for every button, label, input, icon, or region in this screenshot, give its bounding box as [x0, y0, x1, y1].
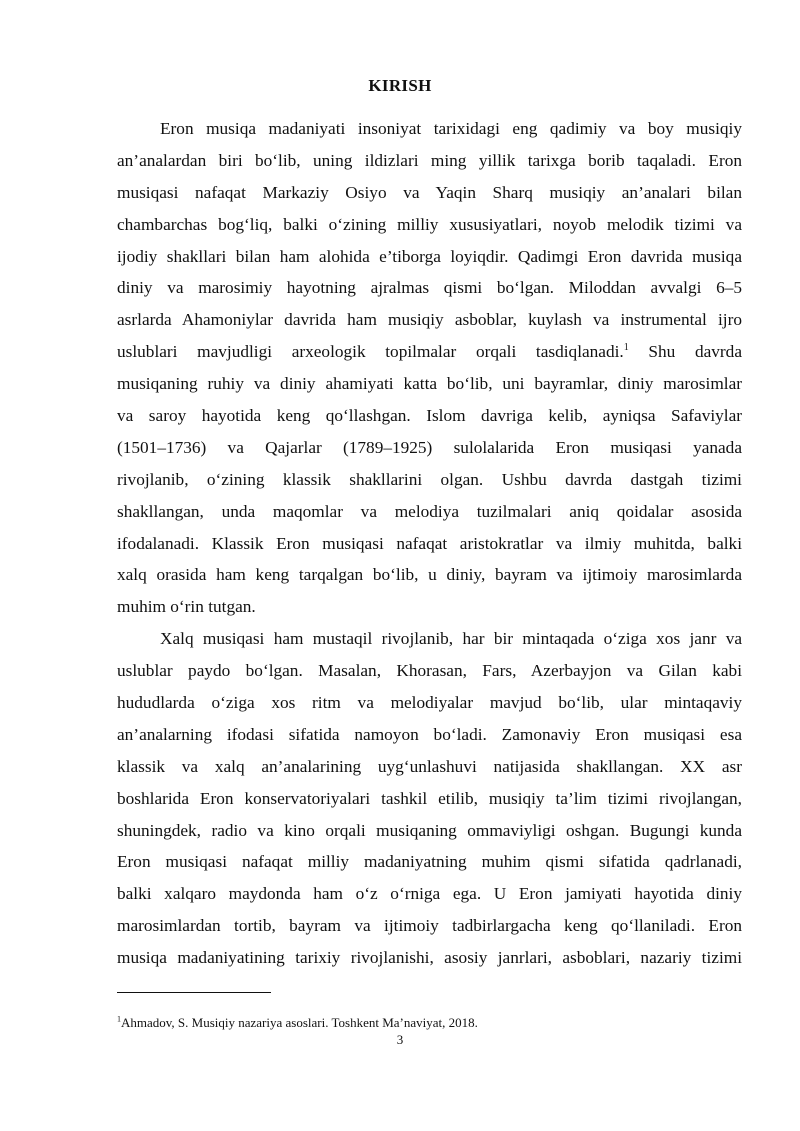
paragraph-1-line: va saroy hayotida keng qo‘llashgan. Islom davriga kelib, ayniqsa Safaviylar — [117, 406, 742, 426]
chapter-title: KIRISH — [368, 76, 432, 95]
paragraph-2-line: balki xalqaro maydonda ham o‘z o‘rniga ega. U Eron jamiyati hayotida diniy — [117, 884, 742, 904]
footnote-separator — [117, 992, 271, 993]
footnote — [117, 1015, 478, 1031]
page-number: 3 — [396, 1032, 404, 1047]
footnote-text: Ahmadov, S. Musiqiy nazariya asoslari. Toshkent Ma’naviyat, 2018. — [121, 1015, 478, 1030]
paragraph-2-line: shuningdek, radio va kino orqali musiqaning ommaviyligi oshgan. Bugungi kunda — [117, 820, 742, 840]
paragraph-1-line: xalq orasida ham keng tarqalgan bo‘lib, u diniy, bayram va ijtimoiy marosimlarda — [117, 565, 742, 585]
paragraph-1-line: Eron musiqa madaniyati insoniyat tarixidagi eng qadimiy va boy musiqiy — [160, 119, 742, 138]
paragraph-1-line: an’analardan biri bo‘lib, uning ildizlari ming yillik tarixga borib taqaladi. Eron — [117, 150, 742, 170]
paragraph-1-line: asrlarda Ahamoniylar davrida ham musiqiy asboblar, kuylash va instrumental ijro — [117, 310, 742, 330]
footnote-reference[interactable]: 1 — [623, 342, 629, 354]
paragraph-2-line: an’analarning ifodasi sifatida namoyon bo‘ladi. Zamonaviy Eron musiqasi esa — [117, 724, 742, 744]
paragraph-2-line: klassik va xalq an’analarining uyg‘unlashuvi natijasida shakllangan. XX asr — [117, 756, 742, 776]
line-text-after-footnote: Shu davrda — [648, 342, 742, 362]
paragraph-1-line: shakllangan, unda maqomlar va melodiya tuzilmalari aniq qoidalar asosida — [117, 501, 742, 521]
paragraph-1-line: muhim o‘rin tutgan. — [117, 597, 256, 617]
paragraph-2-line: hududlarda o‘ziga xos ritm va melodiyalar mavjud bo‘lib, ular mintaqaviy — [117, 693, 742, 713]
paragraph-2-line: uslublar paydo bo‘lgan. Masalan, Khorasan, Fars, Azerbayjon va Gilan kabi — [117, 661, 742, 681]
paragraph-2-line: Eron musiqasi nafaqat milliy madaniyatning muhim qismi sifatida qadrlanadi, — [117, 852, 742, 872]
paragraph-1-line: musiqaning ruhiy va diniy ahamiyati katta bo‘lib, uni bayramlar, diniy marosimlar — [117, 374, 742, 394]
paragraph-2-line: Xalq musiqasi ham mustaqil rivojlanib, har bir mintaqada o‘ziga xos janr va — [160, 629, 742, 649]
paragraph-1-line: diniy va marosimiy hayotning ajralmas qismi bo‘lgan. Miloddan avvalgi 6–5 — [117, 278, 742, 298]
paragraph-1-line: musiqasi nafaqat Markaziy Osiyo va Yaqin Sharq musiqiy an’analari bilan — [117, 182, 742, 202]
paragraph-2-line: marosimlardan tortib, bayram va ijtimoiy tadbirlargacha keng qo‘llaniladi. Eron — [117, 916, 742, 936]
paragraph-1-line: ijodiy shakllari bilan ham alohida e’tiborga loyiqdir. Qadimgi Eron davrida musiqa — [117, 246, 742, 266]
paragraph-1-line: chambarchas bog‘liq, balki o‘zining milliy xususiyatlari, noyob melodik tizimi va — [117, 214, 742, 234]
paragraph-2-line: boshlarida Eron konservatoriyalari tashkil etilib, musiqiy ta’lim tizimi rivojlangan, — [117, 788, 742, 808]
paragraph-1-line-with-footnote — [117, 336, 742, 368]
body-text — [117, 113, 742, 974]
paragraph-1-line: ifodalanadi. Klassik Eron musiqasi nafaqat aristokratlar va ilmiy muhitda, balki — [117, 533, 742, 553]
paragraph-1-line: rivojlanib, o‘zining klassik shakllarini olgan. Ushbu davrda dastgah tizimi — [117, 469, 742, 489]
line-text: uslublari mavjudligi arxeologik topilmalar orqali tasdiqlanadi. — [117, 342, 624, 362]
paragraph-1-line: (1501–1736) va Qajarlar (1789–1925) sulolalarida Eron musiqasi yanada — [117, 437, 742, 457]
footnote-marker: 1 — [117, 1014, 121, 1024]
paragraph-2-line: musiqa madaniyatining tarixiy rivojlanishi, asosiy janrlari, asboblari, nazariy tizimi — [117, 948, 742, 968]
